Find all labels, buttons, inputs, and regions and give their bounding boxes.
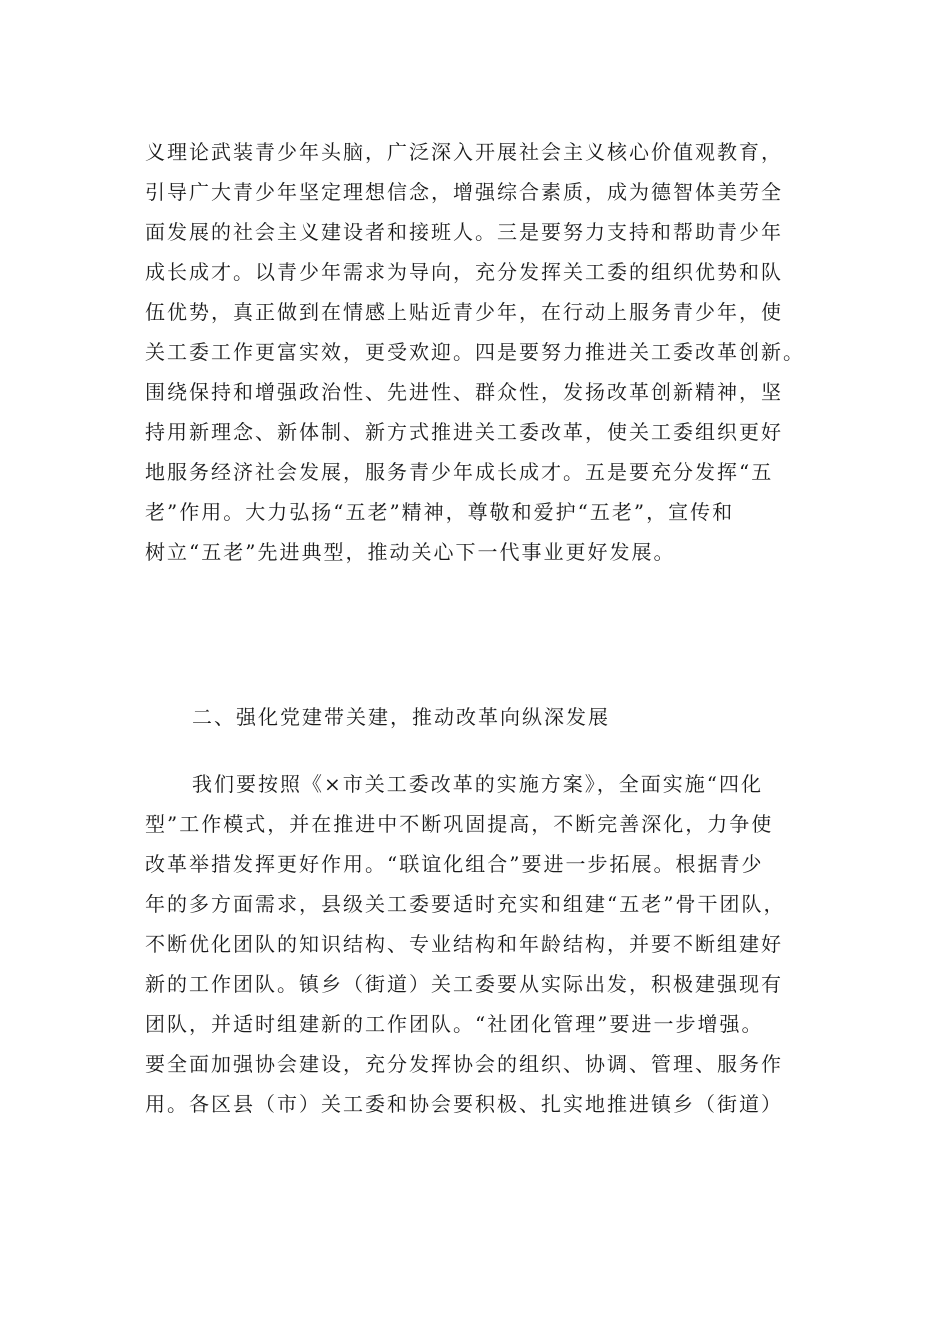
paragraph-1-line: 围绕保持和增强政治性、先进性、群众性，发扬改革创新精神，坚 xyxy=(145,380,783,404)
paragraph-1-line: 义理论武装青少年头脑，广泛深入开展社会主义核心价值观教育， xyxy=(145,140,783,164)
paragraph-2-line: 新的工作团队。镇乡（街道）关工委要从实际出发，积极建强现有 xyxy=(145,972,783,996)
paragraph-2-line: 年的多方面需求，县级关工委要适时充实和组建“五老”骨干团队， xyxy=(145,892,786,916)
paragraph-2-line: 要全面加强协会建设，充分发挥协会的组织、协调、管理、服务作 xyxy=(145,1052,783,1076)
paragraph-1-line: 伍优势，真正做到在情感上贴近青少年，在行动上服务青少年，使 xyxy=(145,300,783,324)
paragraph-1-line: 成长成才。以青少年需求为导向，充分发挥关工委的组织优势和队 xyxy=(145,260,783,284)
paragraph-1-line: 关工委工作更富实效，更受欢迎。四是要努力推进关工委改革创新。 xyxy=(145,340,805,364)
paragraph-2-line: 我们要按照《×市关工委改革的实施方案》，全面实施“四化 xyxy=(192,772,763,796)
paragraph-1 xyxy=(145,132,805,572)
paragraph-2-line: 不断优化团队的知识结构、专业结构和年龄结构，并要不断组建好 xyxy=(145,932,783,956)
paragraph-1-line: 老”作用。大力弘扬“五老”精神，尊敬和爱护“五老”，宣传和 xyxy=(145,500,735,524)
paragraph-2 xyxy=(145,764,805,1124)
paragraph-1-line: 地服务经济社会发展，服务青少年成长成才。五是要充分发挥“五 xyxy=(145,460,774,484)
paragraph-1-line: 引导广大青少年坚定理想信念，增强综合素质，成为德智体美劳全 xyxy=(145,180,783,204)
paragraph-2-line: 用。各区县（市）关工委和协会要积极、扎实地推进镇乡（街道） xyxy=(145,1092,783,1116)
paragraph-2-line: 型”工作模式，并在推进中不断巩固提高，不断完善深化，力争使 xyxy=(145,812,774,836)
section-heading: 二、强化党建带关建，推动改革向纵深发展 xyxy=(192,705,610,729)
paragraph-1-line: 树立“五老”先进典型，推动关心下一代事业更好发展。 xyxy=(145,540,676,564)
paragraph-1-line: 面发展的社会主义建设者和接班人。三是要努力支持和帮助青少年 xyxy=(145,220,783,244)
paragraph-2-line: 团队，并适时组建新的工作团队。“社团化管理”要进一步增强。 xyxy=(145,1012,764,1036)
paragraph-1-line: 持用新理念、新体制、新方式推进关工委改革，使关工委组织更好 xyxy=(145,420,783,444)
paragraph-2-line: 改革举措发挥更好作用。“联谊化组合”要进一步拓展。根据青少 xyxy=(145,852,764,876)
